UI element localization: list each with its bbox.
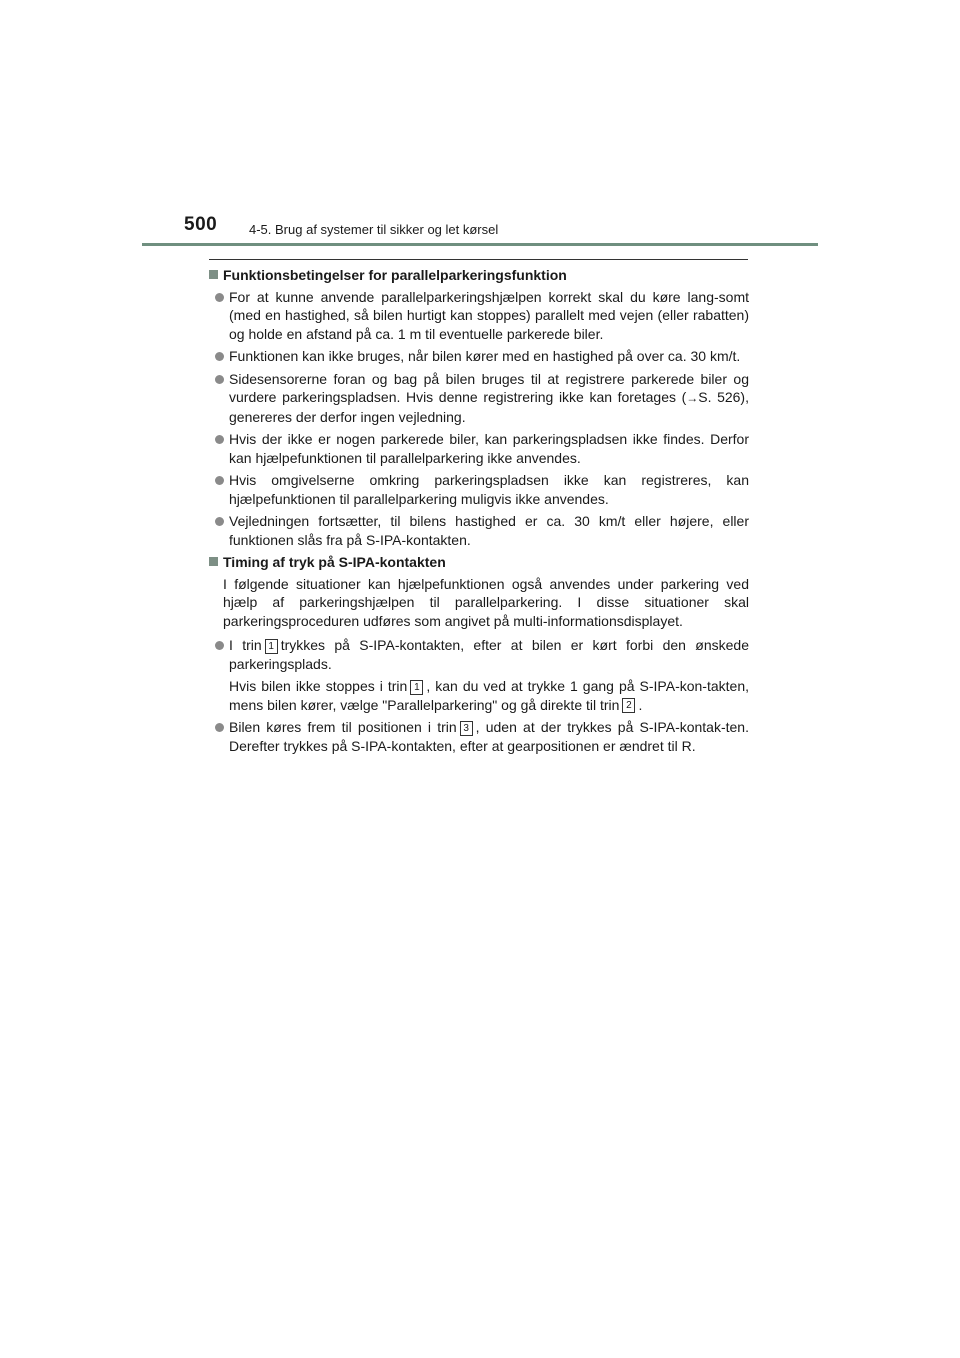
item-text-part: , uden at der trykkes på S-IPA-kontak-ten. Derefter trykkes på S-IPA-kontakten, efter at gearpositionen er ændret til R. [229, 719, 749, 754]
page-header [0, 0, 960, 250]
intro-paragraph: I følgende situationer kan hjælpefunktionen også anvendes under parkering ved hjælp af parkeringshjælpen til parallelparkering. I disse situationer skal parkeringsproceduren udføres som angivet på multi-informationsdisplayet. [223, 575, 749, 629]
item-text [229, 370, 749, 427]
section-title: 4-5. Brug af systemer til sikker og let kørsel [249, 222, 499, 237]
bullet-icon [215, 352, 224, 361]
reference-arrow-icon: → [686, 391, 699, 405]
item-text-part: , kan du ved at trykke 1 gang på S-IPA-kon-takten, mens bilen kører, vælge "Parallelparkering" og gå direkte til trin [229, 678, 749, 713]
bullet-icon [215, 517, 224, 526]
step-number-box: 3 [460, 721, 473, 736]
heading-text: Funktionsbetingelser for parallelparkeringsfunktion [223, 267, 567, 283]
step-number-box: 1 [265, 639, 278, 654]
item-text-part: Sidesensorerne foran og bag på bilen bruges til at registrere parkerede biler og vurdere parkeringspladsen. Hvis denne registrering ikke kan foretages ( [229, 370, 749, 405]
item-text-part: I trin [229, 637, 262, 653]
list-item [209, 512, 749, 549]
step-number-box: 1 [410, 680, 423, 695]
heading-text: Timing af tryk på S-IPA-kontakten [223, 554, 446, 570]
list-item [209, 288, 749, 344]
bullet-icon [215, 641, 224, 650]
item-text-part: . [638, 696, 643, 713]
list-item [209, 430, 749, 467]
item-text [229, 636, 749, 714]
item-text: Funktionen kan ikke bruges, når bilen kører med en hastighed på over ca. 30 km/t. [229, 348, 741, 364]
item-text-part: Hvis bilen ikke stoppes i trin [229, 678, 408, 694]
page-content [209, 266, 749, 759]
item-text-part: Bilen køres frem til positionen i trin [229, 719, 457, 735]
page-number: 500 [184, 214, 218, 235]
item-text: Hvis der ikke er nogen parkerede biler, kan parkeringspladsen ikke findes. Derfor kan hjælpefunktionen til parallelparkering ikke anvendes. [229, 431, 749, 466]
section-heading-timing [209, 553, 749, 572]
list-item [209, 347, 749, 366]
bullet-icon [215, 723, 224, 732]
list-item [209, 471, 749, 508]
item-text [229, 718, 749, 755]
list-item [209, 636, 749, 714]
page-reference: S. 526), genereres der derfor ingen vejledning. [229, 389, 749, 425]
list-item [209, 718, 749, 755]
bullet-icon [215, 476, 224, 485]
square-bullet-icon [209, 557, 218, 566]
square-bullet-icon [209, 270, 218, 279]
step-number-box: 2 [622, 698, 635, 713]
item-text-part: trykkes på S-IPA-kontakten, efter at bilen er kørt forbi den ønskede parkeringsplads. [229, 637, 749, 672]
item-text: Hvis omgivelserne omkring parkeringspladsen ikke kan registreres, kan hjælpefunktionen til parallelparkering muligvis ikke anvendes. [229, 472, 749, 507]
header-rule [142, 243, 818, 246]
item-text: For at kunne anvende parallelparkeringshjælpen korrekt skal du køre lang-somt (med en hastighed, så bilen hurtigt kan stoppes) parallelt med vejen (eller rabatten) og holde en afstand på ca. 1 m til eventuelle parkerede biler. [229, 288, 749, 342]
item-subtext [229, 677, 749, 714]
bullet-icon [215, 293, 224, 302]
content-divider [209, 259, 748, 260]
bullet-icon [215, 435, 224, 444]
item-text: Vejledningen fortsætter, til bilens hastighed er ca. 30 km/t eller højere, eller funktionen slås fra på S-IPA-kontakten. [229, 513, 749, 548]
bullet-icon [215, 375, 224, 384]
list-item [209, 370, 749, 427]
section-heading-conditions [209, 266, 749, 285]
